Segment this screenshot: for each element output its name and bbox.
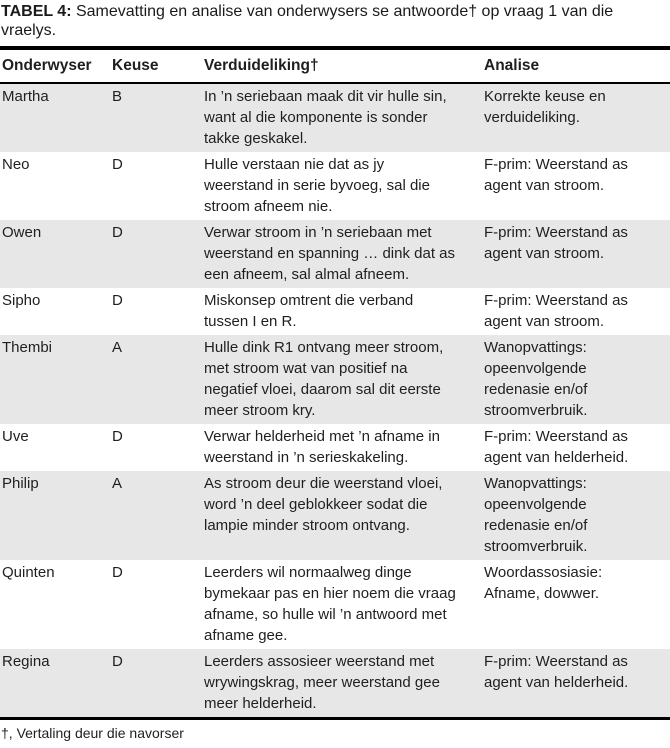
cell-onderwyser: Martha [2,88,49,105]
cell-onderwyser: Philip [2,475,39,492]
cell-verduideliking: Leerders wil normaalweg dinge bymekaar pas en hier noem die vraag afname, so hulle wil ’n antwoord met afname gee. [204,564,456,644]
cell-keuse: B [112,88,123,105]
col-header-onderwyser: Onderwyser [0,48,110,83]
cell-analise: Korrekte keuse en verduideliking. [484,88,606,126]
cell-analise: Woordassosiasie: Afname, dowwer. [484,564,603,602]
cell-verduideliking: In ’n seriebaan maak dit vir hulle sin, want al die komponente is sonder takke geskakel. [204,88,447,147]
cell-onderwyser: Thembi [2,339,53,356]
cell-analise: F-prim: Weerstand as agent van stroom. [484,156,628,194]
table-row [0,288,670,335]
cell-onderwyser: Neo [2,156,30,173]
table-row [0,560,670,649]
cell-keuse: D [112,156,123,173]
cell-verduideliking: Hulle verstaan nie dat as jy weerstand in serie byvoeg, sal die stroom afneem nie. [204,156,430,215]
cell-onderwyser: Quinten [2,564,55,581]
cell-verduideliking: Miskonsep omtrent die verband tussen I en R. [204,292,414,330]
table-row [0,152,670,220]
table-row [0,424,670,471]
cell-onderwyser: Sipho [2,292,41,309]
table-caption-text: Samevatting en analise van onderwysers se antwoorde† op vraag 1 van die vraelys. [1,3,614,39]
cell-onderwyser: Regina [2,653,50,670]
col-header-analise: Analise [482,48,670,83]
cell-verduideliking: Hulle dink R1 ontvang meer stroom, met stroom wat van positief na negatief vloei, daarom sal dit eerste meer stroom kry. [204,339,444,419]
results-table [0,46,670,720]
cell-analise: F-prim: Weerstand as agent van helderheid. [484,428,629,466]
cell-onderwyser: Owen [2,224,42,241]
cell-keuse: A [112,475,123,492]
cell-verduideliking: As stroom deur die weerstand vloei, word ’n deel geblokkeer sodat die lampie minder stroom ontvang. [204,475,443,534]
cell-analise: Wanopvattings: opeenvolgende redenasie en/of stroomverbruik. [484,475,588,555]
table-caption [0,0,670,46]
cell-keuse: A [112,339,123,356]
cell-keuse: D [112,292,123,309]
cell-analise: F-prim: Weerstand as agent van helderheid. [484,653,629,691]
table-footnote: †, Vertaling deur die navorser [1,725,184,741]
cell-verduideliking: Verwar helderheid met ’n afname in weerstand in ’n serieskakeling. [204,428,440,466]
cell-analise: F-prim: Weerstand as agent van stroom. [484,292,628,330]
header-row [0,48,670,83]
col-header-verduideliking: Verduideliking† [202,48,482,83]
cell-analise: Wanopvattings: opeenvolgende redenasie en/of stroomverbruik. [484,339,588,419]
cell-keuse: D [112,224,123,241]
cell-keuse: D [112,428,123,445]
cell-verduideliking: Verwar stroom in ’n seriebaan met weerstand en spanning … dink dat as een afneem, sal almal afneem. [204,224,455,283]
table-row [0,649,670,719]
col-header-keuse: Keuse [110,48,202,83]
cell-onderwyser: Uve [2,428,29,445]
cell-analise: F-prim: Weerstand as agent van stroom. [484,224,628,262]
table-number: TABEL 4: [1,3,72,20]
cell-keuse: D [112,564,123,581]
table-row [0,83,670,152]
table-row [0,220,670,288]
cell-keuse: D [112,653,123,670]
table-row [0,335,670,424]
table-row [0,471,670,560]
cell-verduideliking: Leerders assosieer weerstand met wrywingskrag, meer weerstand gee meer helderheid. [204,653,440,712]
